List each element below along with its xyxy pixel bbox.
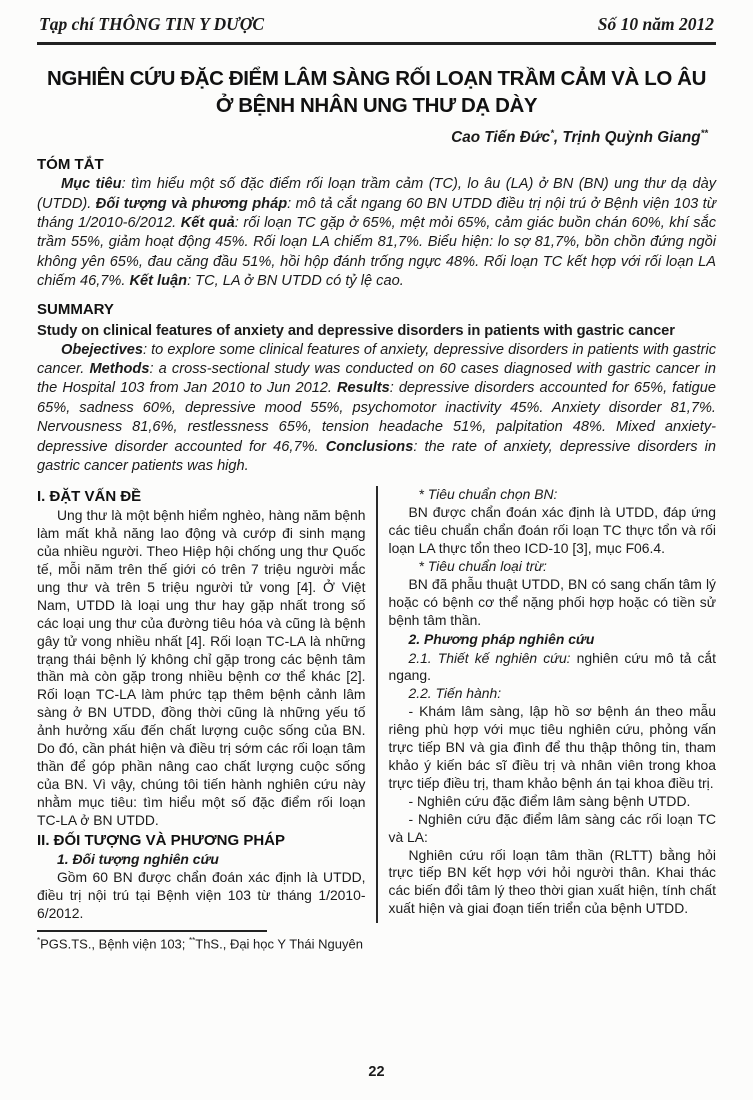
summary-paragraph: Obejectives: to explore some clinical features of anxiety, depressive disorders in patients with gastric cancer. Methods: a cross-sectional study was conducted on 60 cases diagnosed with gastric cancer in the Hospital 103 from Jan 2010 to Jun 2012. Results: depressive disorders accounted for 65%, fatigue 65%, sadness 60%, depressive mood 55%, psychomotor inactivity 45%. Anxiety disorder 81,7%. Nervousness 81,6%, restlessness 65%, tension headache 51%, palpitation 48%. Mixed anxiety-depressive disorder accounted for 46,7%. Conclusions: the rate of anxiety, depressive disorders in gastric cancer patients was high. [37,341,717,474]
summary-heading: SUMMARY [37,300,114,318]
page-number: 22 [368,1064,385,1080]
two-column-body [37,486,716,923]
summary-study-title: Study on clinical features of anxiety and depressive disorders in patients with gastric cancer [37,322,675,339]
design-paragraph: 2.1. Thiết kế nghiên cứu: nghiên cứu mô tả cắt ngang. [388,649,716,684]
section-heading-2: II. ĐỐI TƯỢNG VÀ PHƯƠNG PHÁP [37,831,285,849]
footnote-rule [37,930,267,932]
criteria-selection-heading: * Tiêu chuẩn chọn BN: [418,486,558,503]
procedure-paragraph-2: - Nghiên cứu đặc điểm lâm sàng bệnh UTDD. [408,792,691,809]
journal-name: Tạp chí THÔNG TIN Y DƯỢC [39,14,265,34]
subsection-heading: 1. Đối tượng nghiên cứu [57,850,219,867]
procedure-heading: 2.2. Tiến hành: [408,685,502,702]
right-column [378,486,717,923]
procedure-paragraph-3: - Nghiên cứu đặc điểm lâm sàng các rối loạn TC và LA: [388,810,716,845]
abstract-paragraph: Mục tiêu: tìm hiểu một số đặc điểm rối loạn trầm cảm (TC), lo âu (LA) ở BN (BN) ung thư dạ dày (UTDD). Đối tượng và phương pháp: mô tả cắt ngang 60 BN UTDD điều trị nội trú ở Bệnh viện 103 từ tháng 1/2010-6/2012. Kết quả: rối loạn TC gặp ở 65%, mệt mỏi 65%, cảm giác buồn chán 60%, khí sắc trầm 55%, giảm hoạt động 45%. Rối loạn LA chiếm 81,7%. Biểu hiện: lo sợ 81,7%, bồn chồn đứng ngồi không yên 65%, đau căng đầu 51%, hồi hộp đánh trống ngực 48%. Rối loạn TC kết hợp với rối loạn LA chiếm 46,7%. Kết luận: TC, LA ở BN UTDD có tỷ lệ cao. [37,176,717,290]
criteria-selection-paragraph: BN được chẩn đoán xác định là UTDD, đáp ứng các tiêu chuẩn chẩn đoán rối loạn TC thực tổn và rối loạn LA thực tổn theo ICD-10 [3], mục F06.4. [388,504,716,557]
article-title [37,65,716,119]
abstract-heading: TÓM TẮT [37,156,104,174]
methods-heading: 2. Phương pháp nghiên cứu [408,630,595,647]
article-title-line-2: Ở BỆNH NHÂN UNG THƯ DẠ DÀY [215,94,538,117]
article-title-line-1: NGHIÊN CỨU ĐẶC ĐIỂM LÂM SÀNG RỐI LOẠN TRẦM CẢM VÀ LO ÂU [47,67,706,90]
authors-line: Cao Tiến Đức*, Trịnh Quỳnh Giang** [451,128,708,147]
left-column [37,486,376,923]
issue-label: Số 10 năm 2012 [597,14,714,34]
journal-header [37,10,716,45]
footnote-text: *PGS.TS., Bệnh viện 103; **ThS., Đại học Y Thái Nguyên [37,936,363,952]
procedure-paragraph-1: - Khám lâm sàng, lập hồ sơ bệnh án theo mẫu riêng phù hợp với mục tiêu nghiên cứu, phỏng vấn trực tiếp BN và gia đình để thu thập thông tin, tham khảo ý kiến bác sĩ điều trị và nhân viên trong khoa trực tiếp điều trị, tham khảo bệnh án tại khoa điều trị. [388,703,716,791]
criteria-exclusion-paragraph: BN đã phẫu thuật UTDD, BN có sang chấn tâm lý hoặc có bệnh cơ thể nặng phối hợp hoặc có tiền sử bệnh tâm thần. [388,575,716,628]
criteria-exclusion-heading: * Tiêu chuẩn loại trừ: [418,558,547,574]
section-heading-1: I. ĐẶT VẤN ĐỀ [37,488,142,506]
subjects-paragraph: Gồm 60 BN được chẩn đoán xác định là UTDD, điều trị nội trú tại Bệnh viện 103 từ tháng 1/2010-6/2012. [37,869,366,922]
procedure-paragraph-4: Nghiên cứu rối loạn tâm thần (RLTT) bằng hỏi trực tiếp BN kết hợp với hỏi người thân. Khai thác các biến đổi tâm lý theo thời gian xuất hiện, tính chất xuất hiện và giai đoạn tiến triển của bệnh UTDD. [388,846,716,917]
intro-paragraph: Ung thư là một bệnh hiểm nghèo, hàng năm bệnh làm mất khả năng lao động và cướp đi sinh mạng của nhiều người. Theo Hiệp hội chống ung thư Quốc tế, mỗi năm trên thế giới có trên 7 triệu người mắc ung thư và trên 5 triệu người tử vong [4]. Ở Việt Nam, UTDD là loại ung thư hay gặp nhất trong số các loại ung thư của đường tiêu hóa và cũng là bệnh gây tử vong nhiều nhất [4]. Rối loạn TC-LA là những trạng thái bệnh lý không chỉ gặp trong các bệnh tâm thần mà còn gặp trong nhiều bệnh cơ thể khác [2]. Rối loạn TC-LA làm phức tạp thêm bệnh cảnh lâm sàng ở BN UTDD, đồng thời cũng là những yếu tố ảnh hưởng xấu đến chất lượng cuộc sống của BN. Do đó, cần phát hiện và điều trị sớm các rối loạn tâm thần để góp phần nâng cao chất lượng cuộc sống của BN. Vì vậy, chúng tôi tiến hành nghiên cứu này nhằm mục tiêu: tìm hiểu một số đặc điểm rối loạn TC-LA ở BN UTDD. [37,507,366,828]
footnote [37,930,716,951]
